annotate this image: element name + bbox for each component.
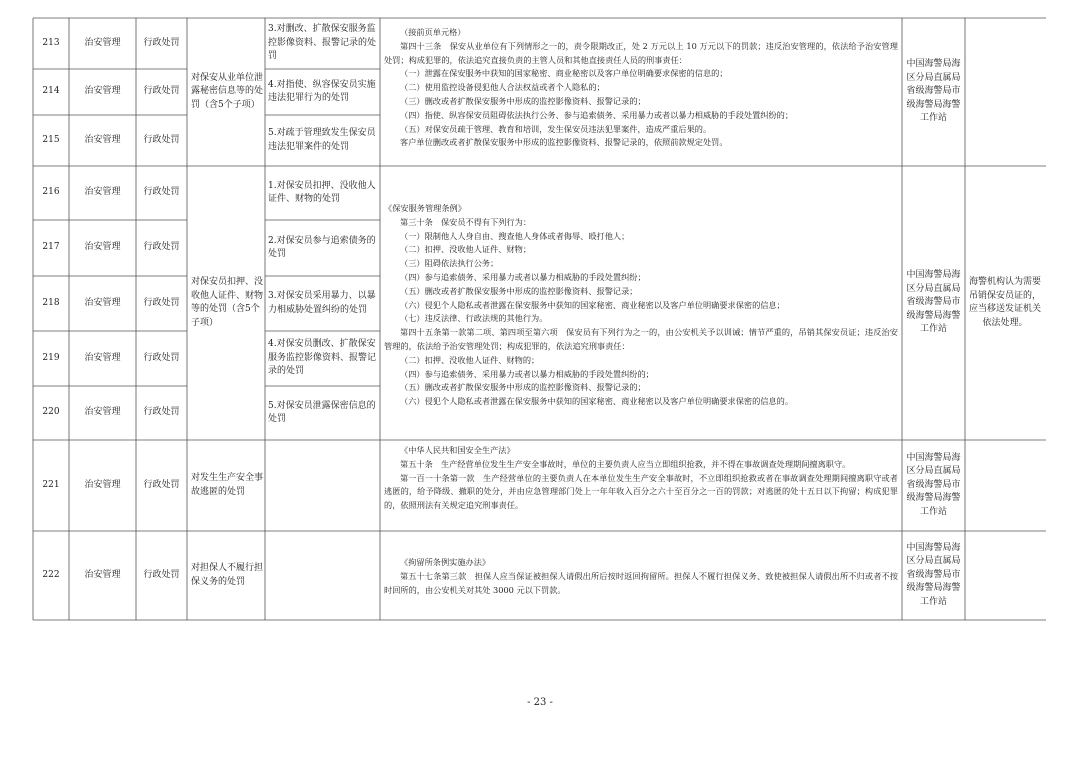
row-213-sub: 3.对删改、扩散保安服务监控影像资料、报警记录的处罚 <box>268 24 377 62</box>
row-222-cat: 治安管理 <box>84 569 121 580</box>
group-2-dept: 中国海警局海区分局直属局省级海警局市级海警局海警工作站 <box>906 270 961 335</box>
group-4-dept: 中国海警局海区分局直属局省级海警局市级海警局海警工作站 <box>906 542 961 607</box>
law-line: （五）对保安员疏于管理、教育和培训，发生保安员违法犯罪案件，造成严重后果的。 <box>400 123 712 134</box>
row-221-cat: 治安管理 <box>84 479 121 490</box>
page-number: - 23 - <box>527 697 553 708</box>
row-217-sub: 2.对保安员参与追索债务的处罚 <box>268 235 376 259</box>
law-text-1 <box>384 26 898 150</box>
row-220-type: 行政处罚 <box>143 407 180 418</box>
law-line: 《中华人民共和国安全生产法》 <box>400 445 515 455</box>
row-217-num: 217 <box>42 242 60 253</box>
row-216-cat: 治安管理 <box>84 187 121 198</box>
row-220-num: 220 <box>42 407 60 418</box>
law-line: 第五十七条第三款 担保人应当保证被担保人请假出所后按时返回拘留所。担保人不履行担保义务、致使被担保人请假出所不归或者不按时回所的，由公安机关对其处 3000 元以下罚款。 <box>384 570 898 595</box>
law-line: （四）参与追索债务、采用暴力或者以暴力相威胁的手段处置纠纷的； <box>400 368 654 379</box>
row-213-num: 213 <box>42 37 60 48</box>
group-1-dept: 中国海警局海区分局直属局省级海警局市级海警局海警工作站 <box>906 59 961 124</box>
group-3-dept: 中国海警局海区分局直属局省级海警局市级海警局海警工作站 <box>906 452 961 517</box>
row-219-type: 行政处罚 <box>143 352 180 363</box>
row-222-num: 222 <box>42 569 60 580</box>
row-217-type: 行政处罚 <box>143 242 180 253</box>
row-222-type: 行政处罚 <box>143 569 180 580</box>
law-line: （二）扣押、没收他人证件、财物； <box>400 244 532 255</box>
row-220-sub: 5.对保安员泄露保密信息的处罚 <box>268 400 376 424</box>
row-213-cat: 治安管理 <box>84 37 121 48</box>
law-line: （四）指使、纵容保安员阻碍依法执行公务、参与追索债务、采用暴力或者以暴力相威胁的手段处置纠纷的； <box>400 109 794 120</box>
row-213-type: 行政处罚 <box>143 37 180 48</box>
law-text-4 <box>384 556 898 597</box>
group-2-name: 对保安员扣押、没收他人证件、财物等的处罚（含5个子项） <box>191 277 264 328</box>
law-line: 《拘留所条例实施办法》 <box>400 557 491 567</box>
row-218-cat: 治安管理 <box>84 297 121 308</box>
row-215-type: 行政处罚 <box>143 134 180 145</box>
row-221-type: 行政处罚 <box>143 479 180 490</box>
law-line: 《保安服务管理条例》 <box>384 203 466 213</box>
law-line: 第四十三条 保安从业单位有下列情形之一的，责令限期改正，处 2 万元以上 10 万元以下的罚款；违反治安管理的，依法给予治安管理处罚；构成犯罪的，依法追究直接负责的主管人员和其他直接责任人员的刑事责任： <box>384 40 898 65</box>
row-218-sub: 3.对保安员采用暴力、以暴力相威胁处置纠纷的处罚 <box>268 291 376 315</box>
law-line: （四）参与追索债务、采用暴力或者以暴力相威胁的手段处置纠纷； <box>400 271 646 282</box>
row-221-num: 221 <box>42 479 60 490</box>
law-line: （三）删改或者扩散保安服务中形成的监控影像资料、报警记录的； <box>400 95 646 106</box>
row-214-cat: 治安管理 <box>84 86 121 97</box>
group-1-name: 对保安从业单位泄露秘密信息等的处罚（含5个子项） <box>191 72 264 110</box>
row-214-num: 214 <box>42 86 60 97</box>
law-line: （六）侵犯个人隐私或者泄露在保安服务中获知的国家秘密、商业秘密以及客户单位明确要求保密的信息； <box>400 299 785 310</box>
law-line: 客户单位删改或者扩散保安服务中形成的监控影像资料、报警记录的，依照前款规定处罚。 <box>400 137 728 148</box>
row-216-sub: 1.对保安员扣押、没收他人证件、财物的处罚 <box>268 180 376 204</box>
row-215-sub: 5.对疏于管理致发生保安员违法犯罪案件的处罚 <box>268 128 376 152</box>
row-216-type: 行政处罚 <box>143 187 180 198</box>
law-line: （二）扣押、没收他人证件、财物的； <box>400 354 540 365</box>
law-line: 第五十条 生产经营单位发生生产安全事故时，单位的主要负责人应当立即组织抢救，并不得在事故调查处理期间擅离职守。 <box>400 458 851 469</box>
law-line: 第一百一十条第一款 生产经营单位的主要负责人在本单位发生生产安全事故时，不立即组织抢救或者在事故调查处理期间擅离职守或者逃匿的，给予降级、撤职的处分，并由应急管理部门处上一年年收入百分之六十至百分之一百的罚款；对逃匿的处十五日以下拘留；构成犯罪的，依照刑法有关规定追究刑事责任。 <box>384 472 898 511</box>
row-214-sub: 4.对指使、纵容保安员实施违法犯罪行为的处罚 <box>268 79 376 103</box>
row-214-type: 行政处罚 <box>143 86 180 97</box>
law-line: （五）删改或者扩散保安服务中形成的监控影像资料、报警记录的； <box>400 382 646 393</box>
law-line: （六）侵犯个人隐私或者泄露在保安服务中获知的国家秘密、商业秘密以及客户单位明确要求保密的信息的。 <box>400 396 794 407</box>
law-line: （五）删改或者扩散保安服务中形成的监控影像资料、报警记录； <box>400 285 638 296</box>
law-text-3 <box>384 444 898 513</box>
row-219-cat: 治安管理 <box>84 352 121 363</box>
row-218-num: 218 <box>42 297 60 308</box>
group-3-name: 对发生生产安全事故逃匿的处罚 <box>191 473 264 497</box>
row-215-num: 215 <box>42 134 60 145</box>
law-text-2 <box>384 202 898 409</box>
law-line: 第四十五条第一款第二项、第四项至第六项 保安员有下列行为之一的，由公安机关予以训诫；情节严重的，吊销其保安员证；违反治安管理的，依法给予治安管理处罚；构成犯罪的，依法追究刑事责任： <box>384 327 898 351</box>
row-219-num: 219 <box>42 352 60 363</box>
row-215-cat: 治安管理 <box>84 134 121 145</box>
row-218-type: 行政处罚 <box>143 297 180 308</box>
group-4-name: 对担保人不履行担保义务的处罚 <box>191 563 264 587</box>
row-216-num: 216 <box>42 187 60 198</box>
law-line: （一）限制他人人身自由、搜查他人身体或者侮辱、殴打他人； <box>400 230 630 241</box>
law-line: （三）阻碍依法执行公务； <box>400 258 499 269</box>
row-220-cat: 治安管理 <box>84 407 121 418</box>
law-line: （二）使用监控设备侵犯他人合法权益或者个人隐私的； <box>400 82 605 93</box>
group-2-note: 海警机构认为需要吊销保安员证的，应当移送发证机关依法处理。 <box>968 277 1041 328</box>
row-217-cat: 治安管理 <box>84 242 121 253</box>
law-line: （接前页单元格） <box>400 27 466 37</box>
law-line: （一）泄露在保安服务中获知的国家秘密、商业秘密以及客户单位明确要求保密的信息的； <box>400 68 728 79</box>
row-219-sub: 4.对保安员删改、扩散保安服务监控影像资料、报警记录的处罚 <box>268 339 377 377</box>
law-line: （七）违反法律、行政法规的其他行为。 <box>400 313 548 324</box>
law-line: 第三十条 保安员不得有下列行为： <box>400 216 532 227</box>
